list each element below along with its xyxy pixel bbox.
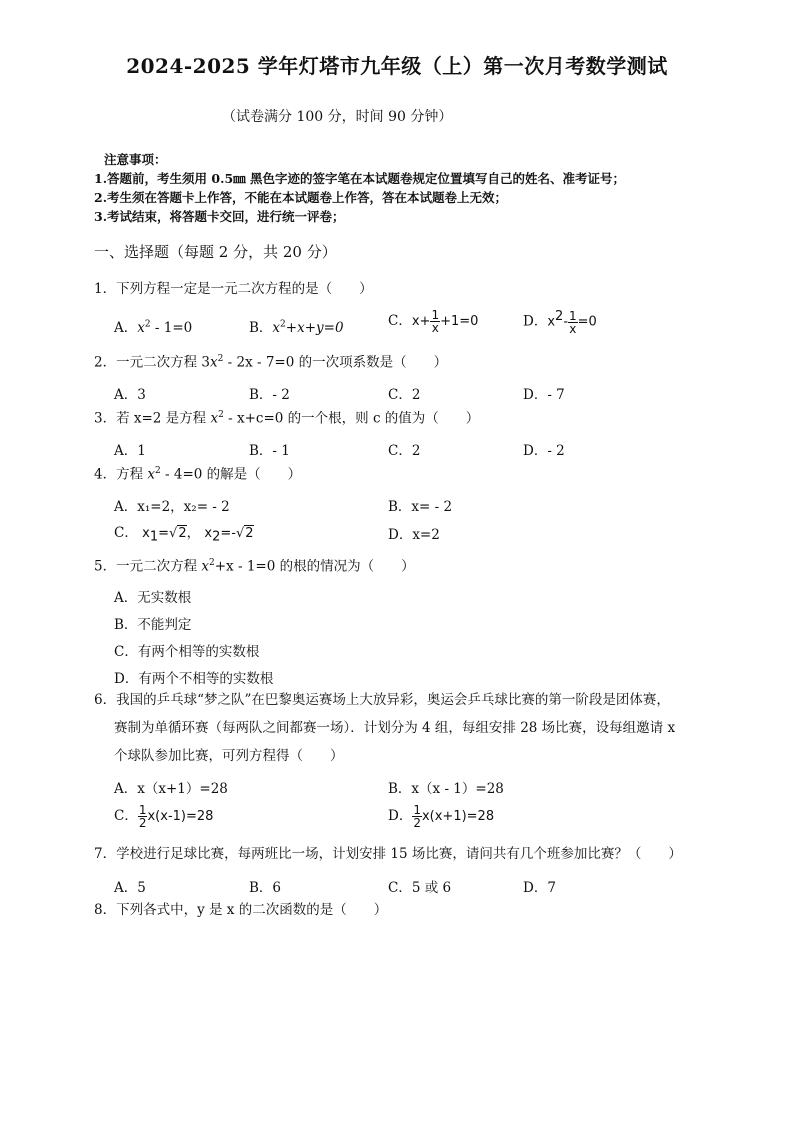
q7-option-b: B．6: [249, 880, 282, 896]
q1-option-b: B．$x^2+x+y=0$: [249, 319, 344, 336]
q2-option-b: B．- 2: [249, 387, 290, 403]
q1-option-c: C．x+ $\frac{1}{x}$ +1=0: [388, 308, 479, 335]
q3-option-a: A．1: [114, 443, 146, 459]
q4-option-a: A．x₁=2，x₂= - 2: [114, 499, 230, 515]
q2-option-a: A．3: [114, 387, 146, 403]
q4-option-d: D．x=2: [388, 527, 440, 543]
q3-option-b: B．- 1: [249, 443, 290, 459]
q5-option-a: A．无实数根: [114, 590, 192, 606]
q1-option-a: A．$x^2 - 1=0$: [114, 319, 193, 336]
q1-option-d: D．$x^2-$ $\frac{1}{x}$ =0: [523, 308, 597, 336]
q4-option-c: C． $x_1=√2$， $x_2=-√2$: [114, 525, 254, 545]
section-heading: 一、选择题（每题 2 分，共 20 分）: [94, 243, 337, 261]
q6-option-b: B．x（x - 1）=28: [388, 781, 504, 797]
exam-info: （试卷满分 100 分，时间 90 分钟）: [222, 109, 453, 125]
q3-option-d: D．- 2: [523, 443, 565, 459]
notice-item: 2.考生须在答题卡上作答，不能在本试题卷上作答，答在本试题卷上无效；: [94, 190, 508, 205]
question-5-stem: 5．一元二次方程 $x^2+x - 1=0$ 的根的情况为（ ）: [94, 558, 415, 575]
q6-option-c: C． $\frac{1}{2}$ x(x-1)=28: [114, 803, 214, 830]
q7-option-a: A．5: [114, 880, 146, 896]
question-6-line: 赛制为单循环赛（每两队之间都赛一场）．计划分为 4 组，每组安排 28 场比赛，设每组邀请 x: [114, 720, 676, 736]
question-6-line: 6．我国的乒乓球“梦之队”在巴黎奥运赛场上大放异彩，奥运会乒乓球比赛的第一阶段是团体赛，: [94, 692, 670, 708]
q5-option-c: C．有两个相等的实数根: [114, 644, 260, 660]
question-6-line: 个球队参加比赛，可列方程得（ ）: [114, 748, 344, 764]
q7-option-c: C．5 或 6: [388, 880, 452, 896]
q4-option-b: B．x= - 2: [388, 499, 453, 515]
q2-option-c: C．2: [388, 387, 421, 403]
question-4-stem: 4．方程 $x^2 - 4=0$ 的解是（ ）: [94, 466, 302, 483]
q7-option-d: D．7: [523, 880, 556, 896]
q5-option-d: D．有两个不相等的实数根: [114, 671, 274, 687]
q6-option-d: D． $\frac{1}{2}$ x(x+1)=28: [388, 803, 495, 830]
question-2-stem: 2．一元二次方程 $3x^2 - 2x - 7=0$ 的一次项系数是（ ）: [94, 354, 448, 371]
notice-item: 3.考试结束，将答题卡交回，进行统一评卷；: [94, 209, 345, 224]
q5-option-b: B．不能判定: [114, 617, 192, 633]
question-3-stem: 3．若 x=2 是方程 $x^2 - x+c=0$ 的一个根，则 c 的值为（ ）: [94, 410, 480, 427]
page-title: 2024-2025 学年灯塔市九年级（上）第一次月考数学测试: [126, 54, 668, 78]
q2-option-d: D．- 7: [523, 387, 565, 403]
q3-option-c: C．2: [388, 443, 421, 459]
notice-heading: 注意事项：: [104, 152, 167, 167]
q6-option-a: A．x（x+1）=28: [114, 781, 228, 797]
question-1-stem: 1．下列方程一定是一元二次方程的是（ ）: [94, 281, 373, 297]
question-7-stem: 7．学校进行足球比赛，每两班比一场，计划安排 15 场比赛，请问共有几个班参加比赛？（ ）: [94, 846, 682, 862]
question-8-stem: 8．下列各式中，y 是 x 的二次函数的是（ ）: [94, 902, 388, 918]
notice-item: 1.答题前，考生须用 0.5㎜ 黑色字迹的签字笔在本试题卷规定位置填写自己的姓名、准考证号；: [94, 171, 626, 186]
